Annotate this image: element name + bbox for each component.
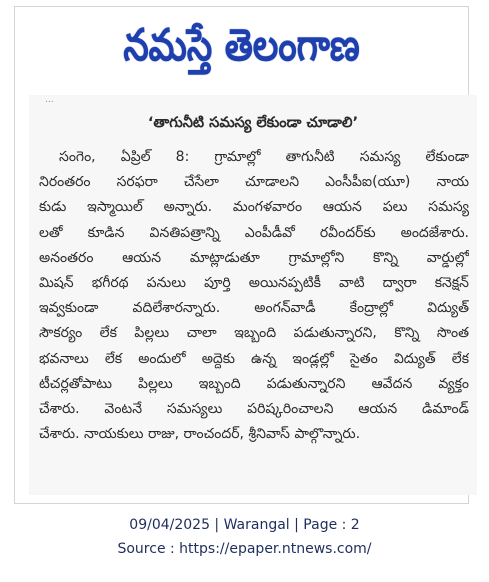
article-line: నిరంతరం సరఫరా చేసేలా చూడాలని ఎంసీపీఐ(యూ) నాయ (39, 174, 469, 191)
article-line: మిషన్ భగీరథ పనులు పూర్తి అయినప్పటికీ వాటి ద్వారా కనెక్షన్ (39, 274, 469, 291)
clipping-frame (14, 6, 469, 504)
article-line: ఇవ్వకుండా వదిలేశారన్నారు. అంగన్‌వాడీ కేంద్రాల్లో విద్యుత్ (39, 300, 469, 317)
article-line: లతో కూడిన వినతిపత్రాన్ని ఎంపీడీవో రవీందర్‌కు అందజేశారు. (39, 224, 469, 241)
newspaper-masthead: నమస్తే తెలంగాణ (123, 20, 360, 71)
article-line: చేశారు. వెంటనే సమస్యలు పరిష్కరించాలని ఆయన డిమాండ్ (39, 400, 469, 417)
article-line: అనంతరం ఆయన మాట్లాడుతూ గ్రామాల్లోని కొన్ని వార్డుల్లో (39, 249, 469, 266)
article-headline: ‘తాగునీటి సమస్య లేకుండా చూడాలి’ (147, 115, 359, 131)
article-body (39, 145, 469, 447)
source-link[interactable]: Source : https://epaper.ntnews.com/ (117, 541, 372, 557)
article-line: చేశారు. నాయకులు రాజు, రాంచందర్, శ్రీనివాస్ పాల్గొన్నారు. (39, 426, 361, 443)
cut-off-text: ... (45, 95, 54, 105)
article-line: సౌకర్యం లేక పిల్లలు చాలా ఇబ్బంది పడుతున్నారని, కొన్ని సొంత (39, 325, 469, 342)
article-line: కుడు ఇస్మాయిల్ అన్నారు. మంగళవారం ఆయన పలు సమస్య (39, 199, 469, 216)
article-line: సంగెం, ఏప్రిల్ 8: గ్రామాల్లో తాగునీటి సమస్య లేకుండా (59, 149, 469, 165)
article-line: భవనాలు లేక అందులో అద్దెకు ఉన్న ఇండ్లల్లో సైతం విద్యుత్ లేక (39, 350, 469, 367)
article-clipping (29, 95, 477, 495)
article-line: టీచర్లతోపాటు పిల్లలు ఇబ్బంది పడుతున్నారని ఆవేదన వ్యక్తం (39, 375, 469, 392)
edition-info: 09/04/2025 | Warangal | Page : 2 (129, 517, 360, 533)
